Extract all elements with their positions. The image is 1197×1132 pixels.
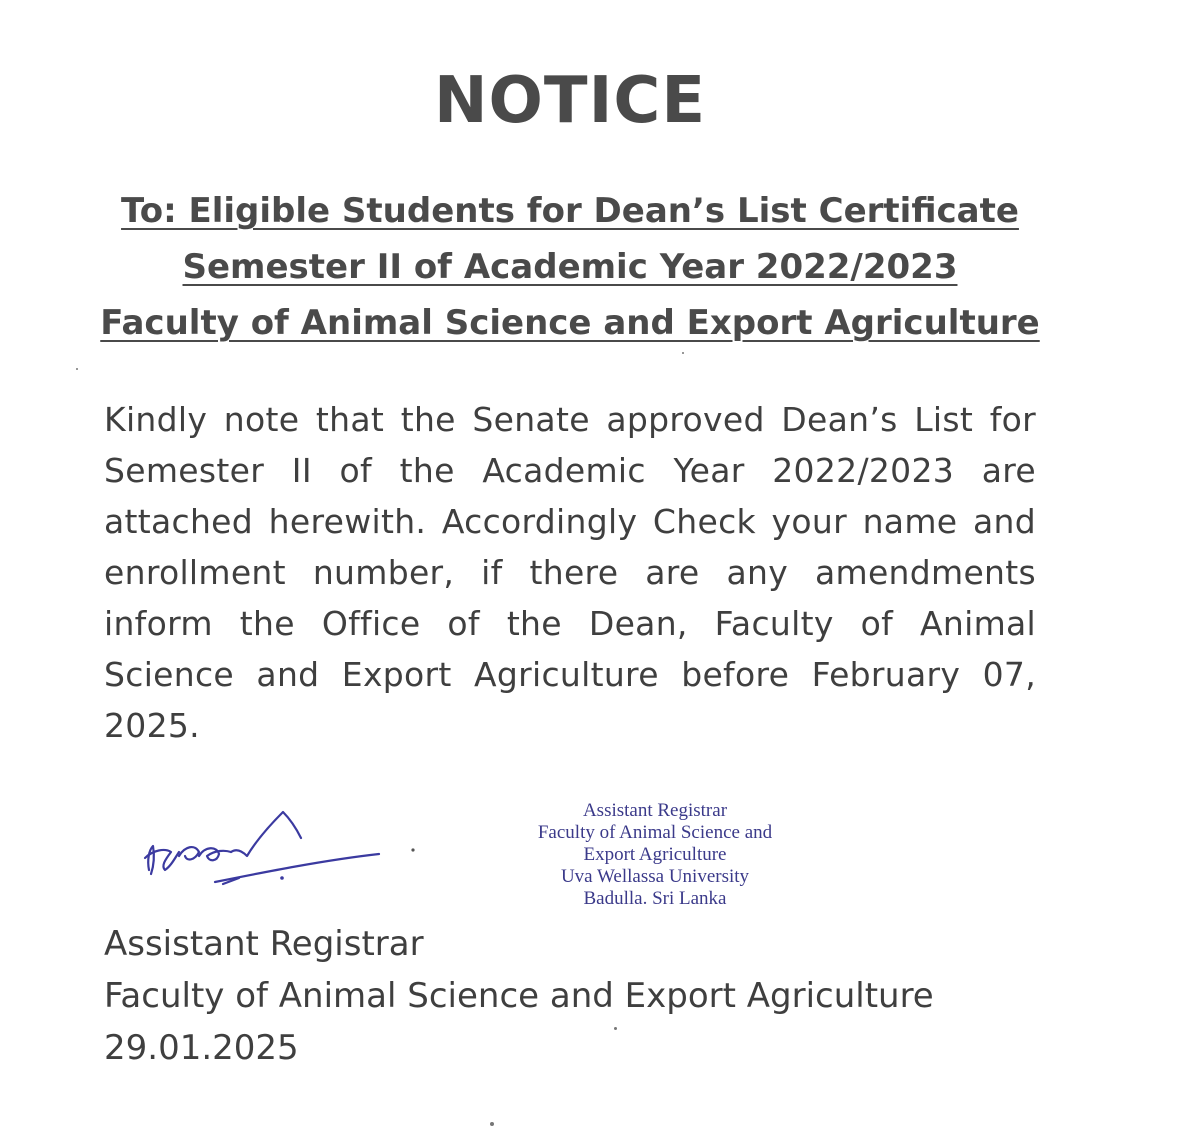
stamp-line-2: Faculty of Animal Science and — [537, 822, 773, 843]
subject-line-1: To: Eligible Students for Dean’s List Certificate — [121, 191, 1019, 231]
subject-recipients — [0, 183, 1140, 239]
notice-title: NOTICE — [433, 64, 707, 138]
closing-block — [104, 918, 1004, 1074]
scan-speck — [76, 368, 78, 370]
closing-designation: Assistant Registrar — [104, 924, 424, 964]
scan-speck — [614, 1027, 617, 1030]
notice-body: Kindly note that the Senate approved Dean’s List for Semester II of the Academic Year 2022/2023 are attached herewith. Accordingly Check your name and enrollment number, if there are any amendments inform the Office of the Dean, Faculty of Animal Science and Export Agriculture before February 07, 2025. — [104, 400, 1036, 745]
official-stamp — [500, 800, 810, 910]
subject-line-3: Faculty of Animal Science and Export Agriculture — [100, 303, 1040, 343]
notice-subject — [0, 183, 1140, 351]
scan-speck — [490, 1122, 494, 1126]
stamp-line-3: Export Agriculture — [583, 844, 727, 865]
signature-icon — [135, 800, 435, 900]
closing-faculty: Faculty of Animal Science and Export Agriculture — [104, 976, 934, 1016]
subject-semester — [0, 239, 1140, 295]
stamp-line-4: Uva Wellassa University — [560, 866, 750, 887]
subject-line-2: Semester II of Academic Year 2022/2023 — [182, 247, 958, 287]
closing-date: 29.01.2025 — [104, 1028, 299, 1068]
scan-speck — [682, 352, 684, 354]
stamp-line-5: Badulla. Sri Lanka — [583, 888, 727, 909]
stamp-line-1: Assistant Registrar — [582, 800, 728, 821]
subject-faculty — [0, 295, 1140, 351]
